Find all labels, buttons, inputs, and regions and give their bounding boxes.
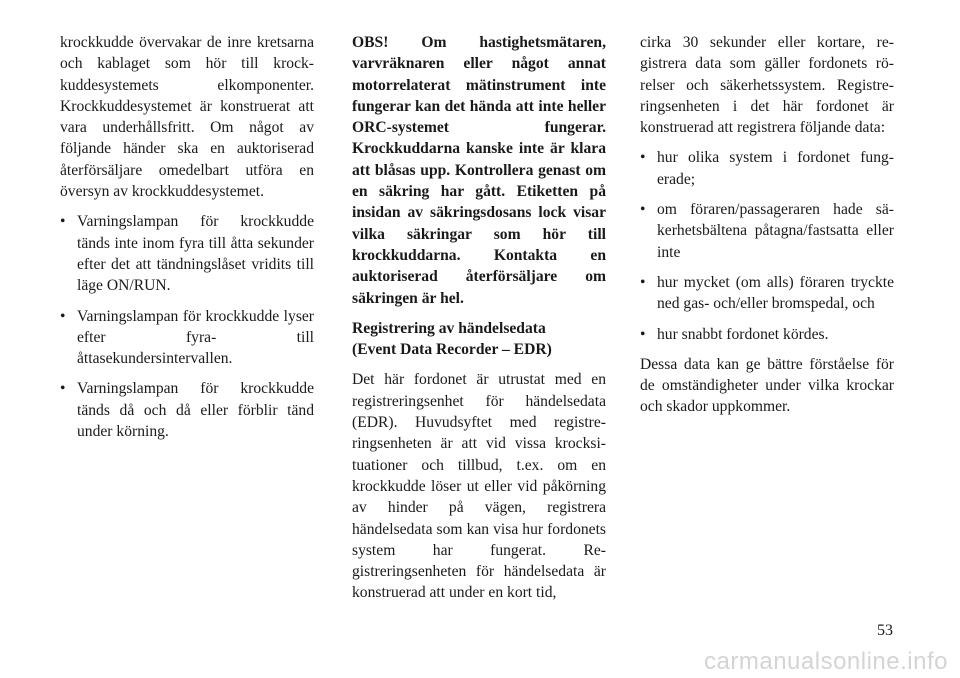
paragraph-edr-continued: cirka 30 sekunder eller kortare, registrera data som gäller fordonets rörelser och säkerhetssystem. Registreringsenheten i det här fordonet är konstruerad att registrera följande data: [640, 34, 894, 137]
list-item: • Varningslampan för krockkudde tänds då och då eller förblir tänd under körning. [60, 380, 314, 441]
bullet-icon: • [640, 201, 646, 219]
list-item: • hur mycket (om alls) föraren tryckte ned gas- och/eller bromspedal, och [640, 273, 894, 313]
warning-lamp-list [60, 211, 314, 442]
section-heading: Registrering av händelsedata (Event Data Recorder – EDR) [352, 319, 552, 359]
page-number: 53 [877, 622, 893, 639]
bullet-icon: • [640, 149, 646, 167]
text-column-3 [640, 32, 894, 427]
paragraph-closing: Dessa data kan ge bättre förståelse för de omständigheter under vilka krockar och skador uppkommer. [640, 355, 894, 416]
bullet-icon: • [60, 380, 66, 398]
list-item: • hur olika system i fordonet fungerade; [640, 149, 894, 188]
text-column-1 [60, 32, 314, 451]
bullet-icon: • [640, 273, 646, 291]
list-item: • Varningslampan för krockkudde tänds inte inom fyra till åtta sekunder efter det att tändningslåset vridits till läge ON/RUN. [60, 213, 314, 295]
bullet-icon: • [60, 213, 66, 231]
recorded-data-list [640, 147, 894, 344]
bullet-icon: • [640, 325, 646, 343]
watermark: carmanualsonline.info [704, 648, 948, 675]
paragraph-edr: Det här fordonet är utrustat med en registreringsenhet för händelsedata (EDR). Huvudsyftet med registreringsenheten är att vid vissa krocksituationer och tillbud, t.ex. om en krockkudde löser ut eller vid påkörning av hinder på vägen, registrera händelsedata som kan visa hur fordonets system har fungerat. Registreringsenheten för händelsedata är konstruerad att under en kort tid, [352, 371, 606, 602]
paragraph-airbag-monitoring: krockkudde övervakar de inre kretsarna och kablaget som hör till krockkuddesystemets elkomponenter. Krockkuddesystemet är konstruerat att vara underhållsfritt. Om något av följande händer ska en auktoriserad återförsäljare omedelbart utföra en översyn av krockkuddesystemet. [60, 34, 314, 201]
warning-paragraph: OBS! Om hastighetsmätaren, varvräknaren eller något annat motorrelaterat mätinstrument inte fungerar kan det hända att inte heller ORC-systemet fungerar. Krockkuddarna kanske inte är klara att blåsas upp. Kontrollera genast om en säkring har gått. Etiketten på insidan av säkringsdosans lock visar vilka säkringar som hör till krockkuddarna. Kontakta en auktoriserad återförsäljare om säkringen är hel. [352, 34, 606, 307]
list-item: • hur snabbt fordonet kördes. [640, 324, 894, 345]
list-item: • om föraren/passageraren hade säkerhetsbältena påtagna/fastsatta eller inte [640, 201, 894, 261]
text-column-2 [352, 32, 606, 613]
list-item: • Varningslampan för krockkudde lyser efter fyra- till åttasekundersintervallen. [60, 307, 314, 368]
bullet-icon: • [60, 307, 66, 325]
